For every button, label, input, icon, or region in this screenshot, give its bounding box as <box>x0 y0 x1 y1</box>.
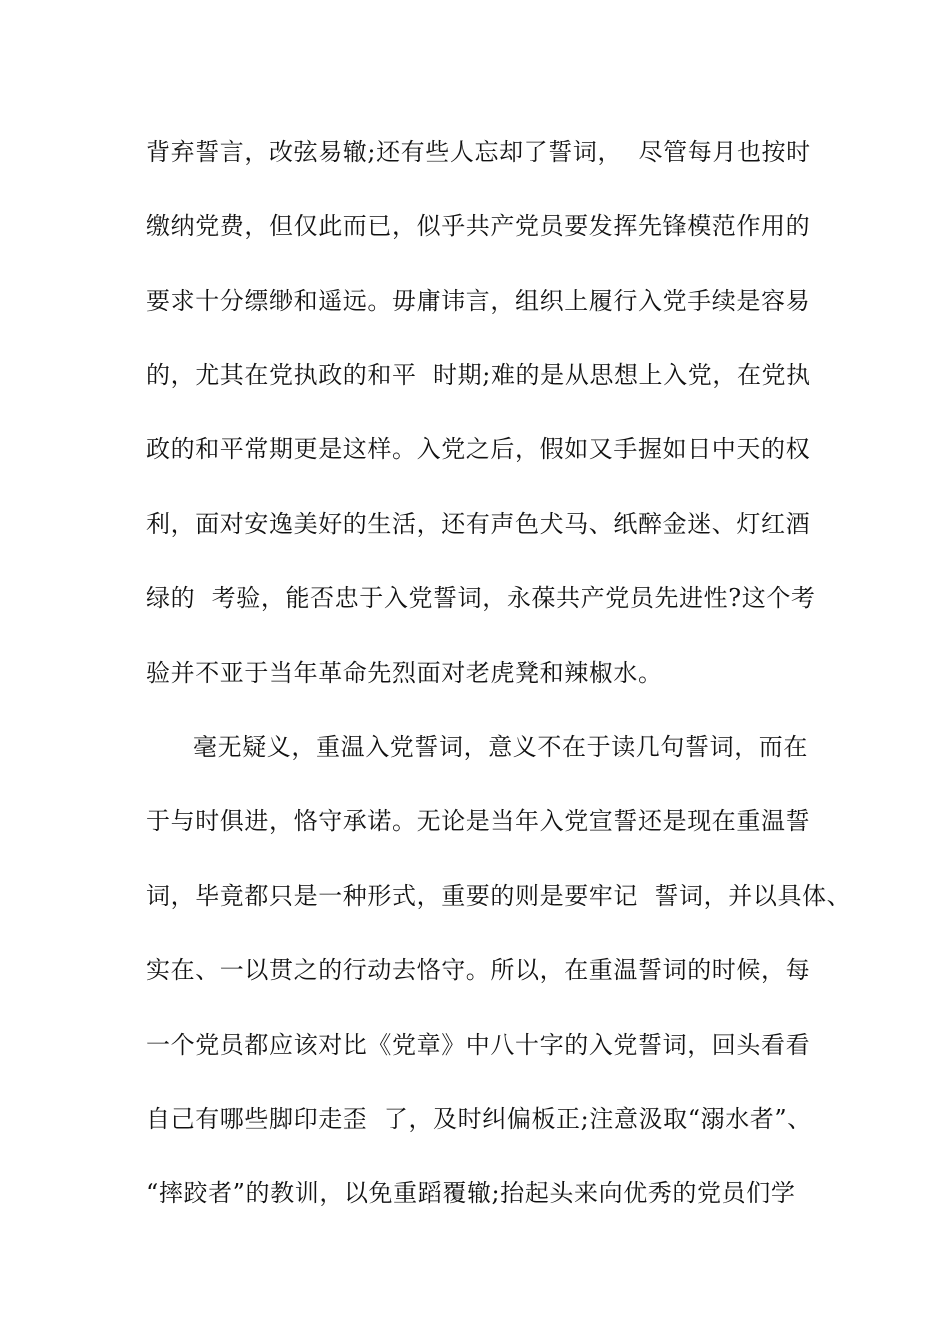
text-line: 绿的 考验，能否忠于入党誓词，永葆共产党员先进性?这个考 <box>146 584 816 612</box>
text-line: 的，尤其在党执政的和平 时期;难的是从思想上入党，在党执 <box>146 361 811 389</box>
text-line: 政的和平常期更是这样。入党之后，假如又手握如日中天的权 <box>146 435 811 463</box>
text-line: 要求十分缥缈和遥远。毋庸讳言，组织上履行入党手续是容易 <box>146 287 811 315</box>
text-line: 缴纳党费，但仅此而已，似乎共产党员要发挥先锋模范作用的 <box>146 212 811 240</box>
text-line: 一个党员都应该对比《党章》中八十字的入党誓词，回头看看 <box>146 1031 811 1059</box>
text-line: 背弃誓言，改弦易辙;还有些人忘却了誓词， 尽管每月也按时 <box>146 138 811 166</box>
text-line: 于与时俱进，恪守承诺。无论是当年入党宣誓还是现在重温誓 <box>146 807 811 835</box>
text-line: 词，毕竟都只是一种形式，重要的则是要牢记 誓词，并以具体、 <box>146 882 852 910</box>
paragraph-start-line: 毫无疑义，重温入党誓词，意义不在于读几句誓词，而在 <box>193 733 808 761</box>
text-line: 实在、一以贯之的行动去恪守。所以，在重温誓词的时候，每 <box>146 956 811 984</box>
text-line: 利，面对安逸美好的生活，还有声色犬马、纸醉金迷、灯红酒 <box>146 510 811 538</box>
text-line: “摔跤者”的教训，以免重蹈覆辙;抬起头来向优秀的党员们学 <box>146 1179 796 1207</box>
text-line: 验并不亚于当年革命先烈面对老虎凳和辣椒水。 <box>146 659 663 687</box>
text-line: 自己有哪些脚印走歪 了，及时纠偏板正;注意汲取“溺水者”、 <box>146 1105 812 1133</box>
